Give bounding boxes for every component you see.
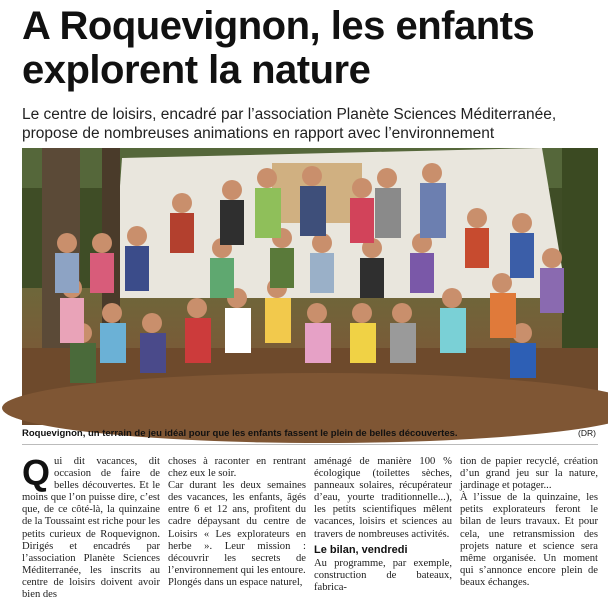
- article-subhead: Le bilan, vendredi: [314, 543, 408, 556]
- photo-caption-bar: [22, 428, 598, 442]
- photo-caption: Roquevignon, un terrain de jeu idéal pour que les enfants fassent le plein de belles découvertes.: [22, 428, 458, 439]
- dropcap: Q: [22, 452, 51, 493]
- article-text-col3a: aménagé de manière 100 % écologique (toilettes sèches, panneaux solaires, récupérateur d’eau, yourte traditionnelle...), les petits scientifiques mêlent vacances, loisirs et sciences au travers de nombreuses activités.: [314, 456, 452, 540]
- article-text-col1: ui dit vacances, dit occasion de faire de belles découvertes. Et le moins que l’on puisse dire, c’est que, de ce côté-là, la quinzaine de la Toussaint est riche pour les petits curieux de Roquevignon. Dirigés et encadrés par l’association Planète Sciences Méditerranée, les inscrits au centre de loisirs doivent avoir bien des: [22, 456, 160, 601]
- headline: A Roquevignon, les enfants explorent la nature: [22, 4, 535, 92]
- article-column-1: [22, 452, 160, 601]
- article-column-4: [460, 456, 598, 588]
- article-text-col2: choses à raconter en rentrant chez eux le soir. Car durant les deux semaines des vacances, les enfants, âgés entre 6 et 12 ans, profitent du cadre dépaysant du centre de Loisirs « Les explorateurs en herbe ». Leur mission : découvrir les secrets de l’environnement qui les entoure. Plongés dans un espace naturel,: [168, 456, 306, 588]
- article-column-3: [314, 456, 452, 593]
- article-column-2: [168, 456, 306, 588]
- photo-credit: (DR): [578, 428, 596, 438]
- article-text-col4: tion de papier recyclé, création d’un grand jeu sur la nature, jardinage et potager... À l’issue de la quinzaine, les petits explorateurs feront le bilan de leurs travaux. Et pour cela, une retransmission des projets nature et science sera même organisée. Un moment qui s’annonce encore plein de beaux échanges.: [460, 456, 598, 588]
- group-photo: [22, 148, 598, 425]
- group-photo-illustration: [22, 148, 598, 425]
- caption-divider: [22, 444, 598, 445]
- article-text-col3b: Au programme, par exemple, construction de bateaux, fabrica-: [314, 557, 452, 593]
- standfirst: Le centre de loisirs, encadré par l’association Planète Sciences Méditerranée, propose de nombreuses animations en rapport avec l’environnement: [22, 106, 557, 142]
